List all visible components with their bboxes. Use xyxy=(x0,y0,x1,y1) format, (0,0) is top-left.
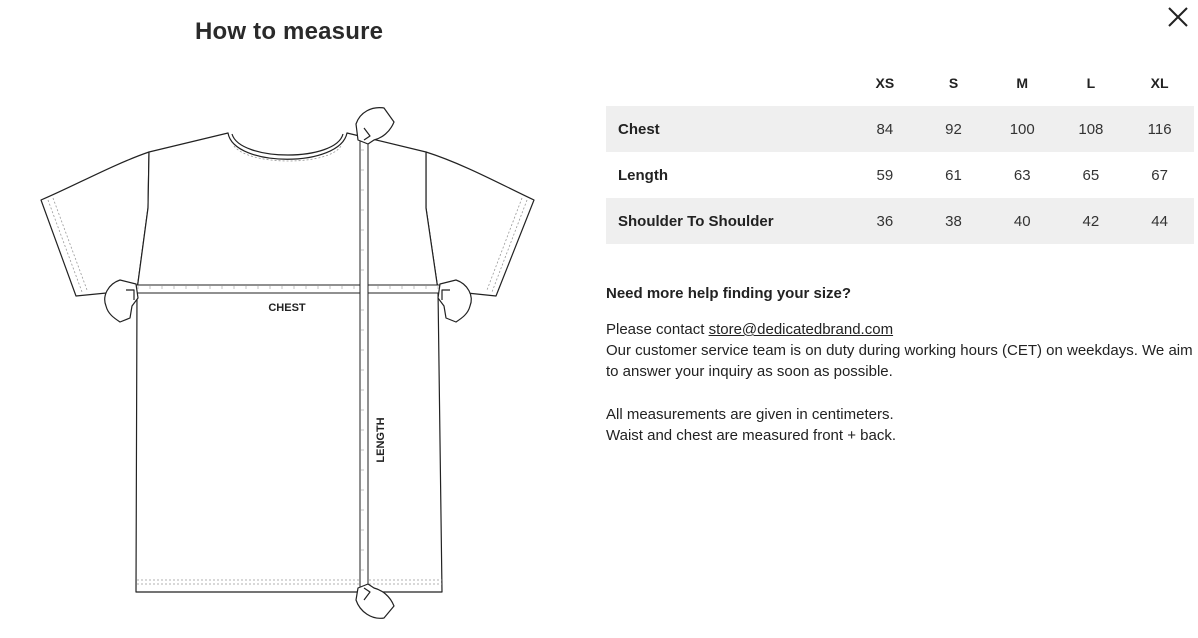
table-cell: 65 xyxy=(1082,166,1100,184)
size-header-xs: XS xyxy=(875,75,895,91)
help-title: Need more help finding your size? xyxy=(606,285,852,302)
page-title: How to measure xyxy=(195,18,384,45)
email-link[interactable]: store@dedicatedbrand.com xyxy=(708,321,894,338)
close-button[interactable] xyxy=(1164,3,1192,31)
waist-note: Waist and chest are measured front + back. xyxy=(606,427,897,444)
size-header-l: L xyxy=(1086,75,1096,91)
tshirt-measure-icon xyxy=(34,100,544,632)
table-cell: 67 xyxy=(1151,166,1168,184)
tshirt-illustration xyxy=(34,100,544,632)
table-cell: 61 xyxy=(945,166,962,184)
table-cell: 84 xyxy=(850,106,919,152)
chest-label: CHEST xyxy=(268,302,306,314)
length-label: LENGTH xyxy=(375,417,387,463)
service-text: Our customer service team is on duty during working hours (CET) on weekdays. We aim to answer your inquiry as soon as possible. xyxy=(606,342,1193,380)
table-cell: 63 xyxy=(1013,166,1031,184)
table-row-length xyxy=(606,152,1194,198)
table-cell: 92 xyxy=(919,106,988,152)
table-cell: 40 xyxy=(988,198,1057,244)
size-header-row xyxy=(606,60,1194,106)
table-row-shoulder xyxy=(606,198,1194,244)
table-cell: 44 xyxy=(1125,198,1194,244)
table-cell: 42 xyxy=(1057,198,1126,244)
table-cell: 108 xyxy=(1057,106,1126,152)
close-icon[interactable] xyxy=(1164,3,1192,31)
measure-note: All measurements are given in centimeters. xyxy=(606,406,894,423)
row-label: Length xyxy=(618,166,668,184)
contact-prefix: Please contact xyxy=(606,321,709,338)
row-label: Shoulder To Shoulder xyxy=(606,198,850,244)
size-header-s: S xyxy=(948,75,959,91)
size-header-xl: XL xyxy=(1150,75,1169,91)
table-cell: 100 xyxy=(988,106,1057,152)
row-label: Chest xyxy=(606,106,850,152)
size-chart-table xyxy=(606,60,1194,244)
table-cell: 36 xyxy=(850,198,919,244)
size-header-blank xyxy=(606,60,850,106)
contact-line xyxy=(606,319,1196,340)
table-cell: 59 xyxy=(876,166,894,184)
help-section xyxy=(606,283,1196,446)
table-row-chest xyxy=(606,106,1194,152)
size-header-m: M xyxy=(1016,75,1029,91)
table-cell: 38 xyxy=(919,198,988,244)
table-cell: 116 xyxy=(1125,106,1194,152)
